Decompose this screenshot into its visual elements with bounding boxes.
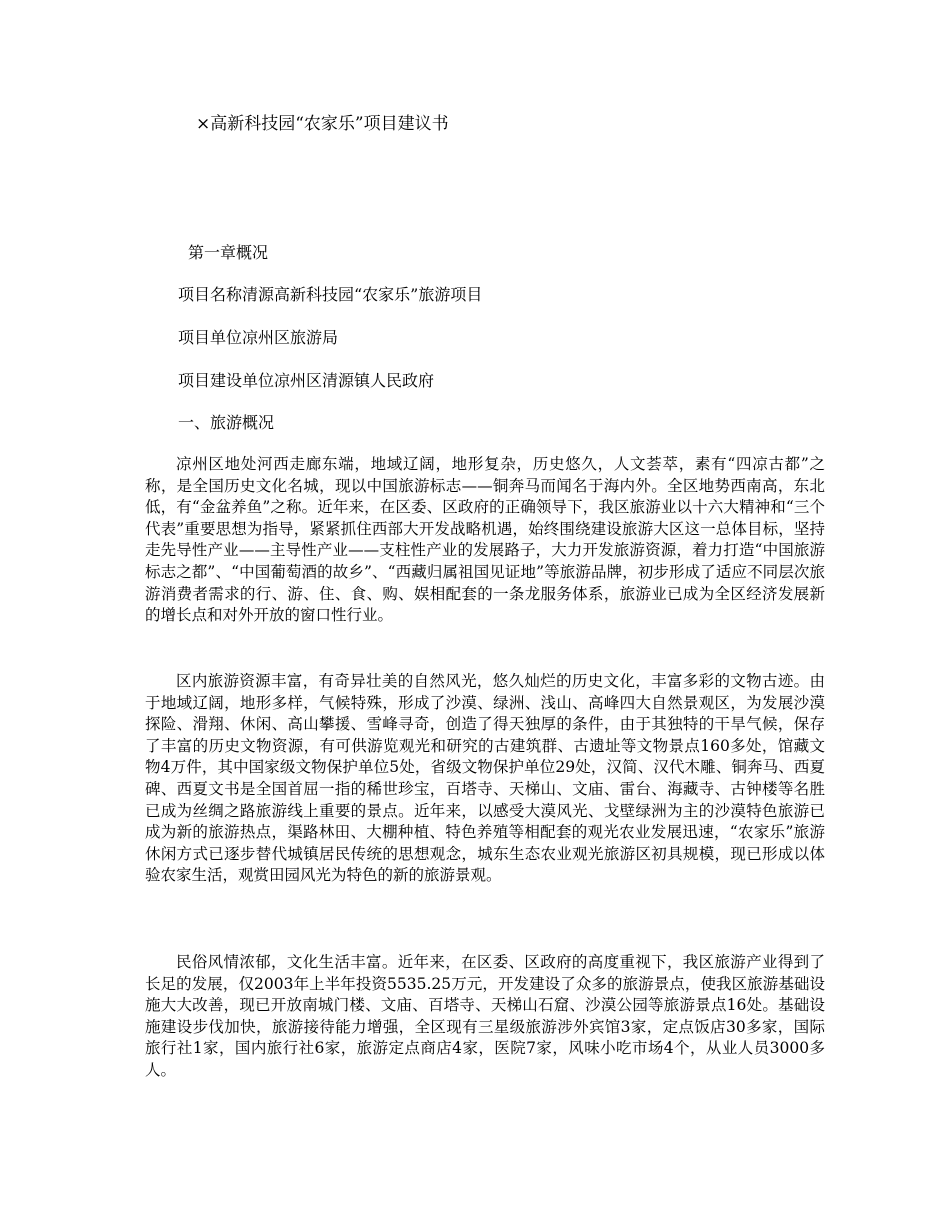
paragraph-overview: 凉州区地处河西走廊东端，地域辽阔，地形复杂，历史悠久，人文荟萃，素有“四凉古都”之称，是全国历史文化名城，现以中国旅游标志——铜奔马而闻名于海内外。全区地势西南高，东北低，有“金盆养鱼”之称。近年来，在区委、区政府的正确领导下，我区旅游业以十六大精神和“三个代表”重要思想为指导，紧紧抓住西部大开发战略机遇，始终围绕建设旅游大区这一总体目标，坚持走先导性产业——主导性产业——支柱性产业的发展路子，大力开发旅游资源，着力打造“中国旅游标志之都”、“中国葡萄酒的故乡”、“西藏归属祖国见证地”等旅游品牌，初步形成了适应不同层次旅游消费者需求的行、游、住、食、购、娱相配套的一条龙服务体系，旅游业已成为全区经济发展新的增长点和对外开放的窗口性行业。 bbox=[145, 455, 825, 625]
construction-unit-line: 项目建设单位凉州区清源镇人民政府 bbox=[178, 371, 435, 390]
paragraph-folk-culture: 民俗风情浓郁，文化生活丰富。近年来，在区委、区政府的高度重视下，我区旅游产业得到了长足的发展，仅2003年上半年投资5535.25万元，开发建设了众多的旅游景点，使我区旅游基础设施大大改善，现已开放南城门楼、文庙、百塔寺、天梯山石窟、沙漠公园等旅游景点16处。基础设施建设步伐加快，旅游接待能力增强，全区现有三星级旅游涉外宾馆3家，定点饭店30多家，国际旅行社1家，国内旅行社6家，旅游定点商店4家，医院7家，风味小吃市场4个，从业人员3000多人。 bbox=[145, 953, 825, 1079]
project-name-line: 项目名称清源高新科技园“农家乐”旅游项目 bbox=[178, 285, 483, 304]
chapter-heading: 第一章概况 bbox=[188, 243, 269, 262]
project-unit-line: 项目单位凉州区旅游局 bbox=[178, 328, 339, 347]
section-heading: 一、旅游概况 bbox=[178, 413, 275, 432]
paragraph-resources: 区内旅游资源丰富，有奇异壮美的自然风光，悠久灿烂的历史文化，丰富多彩的文物古迹。由于地域辽阔，地形多样，气候特殊，形成了沙漠、绿洲、浅山、高峰四大自然景观区，为发展沙漠探险、滑翔、休闲、高山攀援、雪峰寻奇，创造了得天独厚的条件，由于其独特的干旱气候，保存了丰富的历史文物资源，有可供游览观光和研究的古建筑群、古遗址等文物景点160多处，馆藏文物4万件，其中国家级文物保护单位5处，省级文物保护单位29处，汉简、汉代木雕、铜奔马、西夏碑、西夏文书是全国首屈一指的稀世珍宝，百塔寺、天梯山、文庙、雷台、海藏寺、古钟楼等名胜已成为丝绸之路旅游线上重要的景点。近年来，以感受大漠风光、戈壁绿洲为主的沙漠特色旅游已成为新的旅游热点，渠路林田、大棚种植、特色养殖等相配套的观光农业发展迅速，“农家乐”旅游休闲方式已逐步替代城镇居民传统的思想观念，城东生态农业观光旅游区初具规模，现已形成以体验农家生活，观赏田园风光为特色的新的旅游景观。 bbox=[145, 672, 825, 885]
document-title: ×高新科技园“农家乐”项目建议书 bbox=[196, 114, 449, 134]
